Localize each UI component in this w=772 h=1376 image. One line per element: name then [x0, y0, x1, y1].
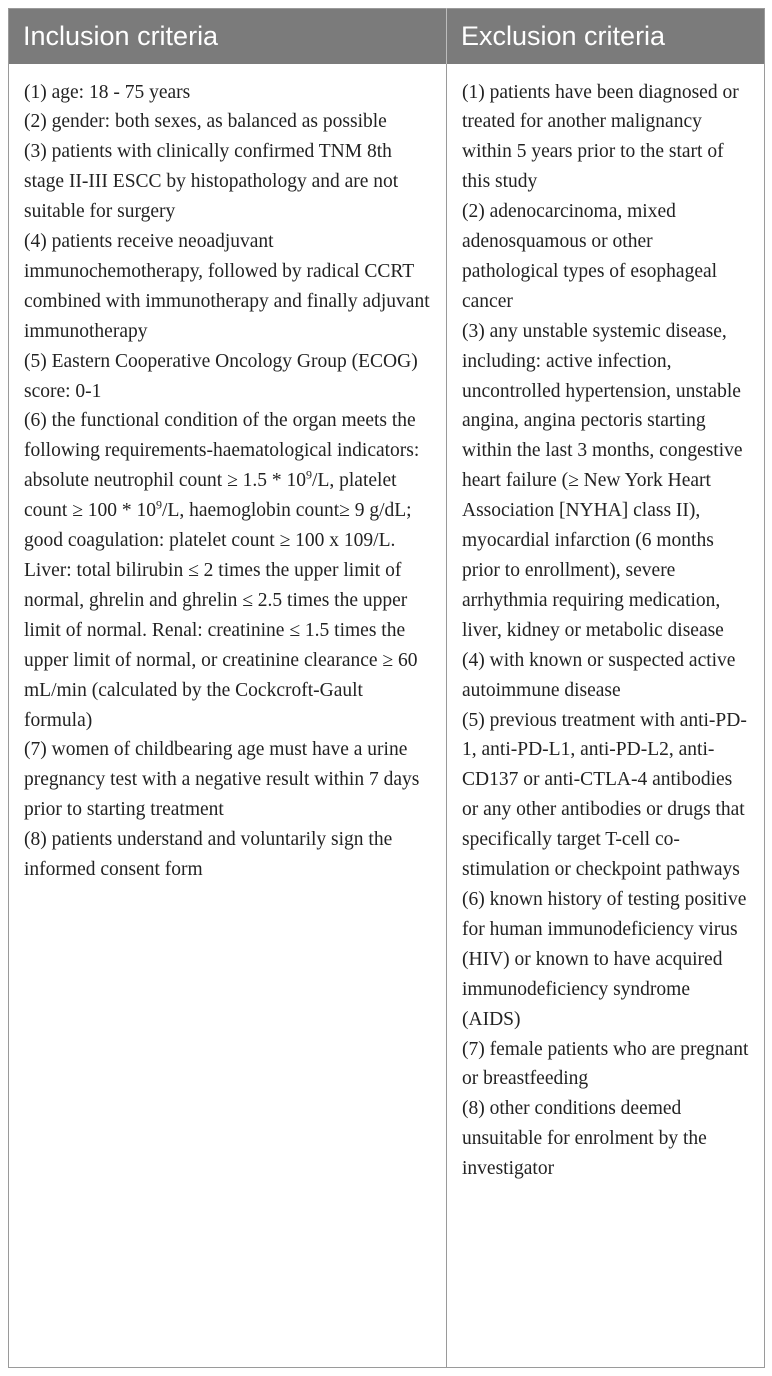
- inclusion-item-2: (2) gender: both sexes, as balanced as possible: [24, 111, 387, 133]
- inclusion-item-6-part-1: (6) the functional condition of the organ meets the following requirements-haematological indicators: absolute neutrophil count ≥ 1.5 * 10: [24, 410, 420, 492]
- inclusion-item-6: [24, 406, 432, 735]
- inclusion-item-4: (4) patients receive neoadjuvant immunochemotherapy, followed by radical CCRT combined with immunotherapy and finally adjuvant immunotherapy: [24, 231, 430, 342]
- superscript-exponent: 9: [306, 467, 313, 482]
- exclusion-item-8: (8) other conditions deemed unsuitable for enrolment by the investigator: [462, 1098, 707, 1180]
- header-row: [9, 9, 765, 64]
- inclusion-item-6-part-2: /L, platelet count ≥ 100 * 10: [24, 470, 397, 522]
- exclusion-item-1: (1) patients have been diagnosed or treated for another malignancy within 5 years prior to the start of this study: [462, 81, 739, 193]
- inclusion-item-5: (5) Eastern Cooperative Oncology Group (ECOG) score: 0-1: [24, 350, 418, 402]
- inclusion-item-7: (7) women of childbearing age must have a urine pregnancy test with a negative result within 7 days prior to starting treatment: [24, 739, 420, 821]
- exclusion-cell: [447, 64, 765, 1368]
- inclusion-cell: [9, 64, 447, 1368]
- criteria-table: [8, 8, 765, 1368]
- inclusion-item-1: (1) age: 18 - 75 years: [24, 81, 191, 103]
- exclusion-item-2: (2) adenocarcinoma, mixed adenosquamous or other pathological types of esophageal cancer: [462, 201, 718, 312]
- inclusion-header: Inclusion criteria: [9, 9, 447, 64]
- inclusion-item-8: (8) patients understand and voluntarily sign the informed consent form: [24, 829, 393, 881]
- exclusion-item-4: (4) with known or suspected active autoimmune disease: [462, 649, 736, 701]
- exclusion-item-6: (6) known history of testing positive for human immunodeficiency virus (HIV) or known to have acquired immunodeficiency syndrome (AIDS): [462, 888, 747, 1030]
- exclusion-header: Exclusion criteria: [447, 9, 765, 64]
- superscript-exponent: 9: [156, 497, 163, 512]
- exclusion-item-7: (7) female patients who are pregnant or breastfeeding: [462, 1038, 749, 1090]
- exclusion-item-5: (5) previous treatment with anti-PD-1, anti-PD-L1, anti-PD-L2, anti-CD137 or anti-CTLA-4 antibodies or any other antibodies or drugs that specifically target T-cell co-stimulation or checkpoint pathways: [462, 709, 747, 881]
- criteria-row: [9, 64, 765, 1368]
- inclusion-item-6-part-3: /L, haemoglobin count≥ 9 g/dL; good coagulation: platelet count ≥ 100 x 109/L. Liver: total bilirubin ≤ 2 times the upper limit of normal, ghrelin and ghrelin ≤ 2.5 times the upper limit of normal. Renal: creatinine ≤ 1.5 times the upper limit of normal, or creatinine clearance ≥ 60 mL/min (calculated by the Cockcroft-Gault formula): [24, 500, 418, 731]
- inclusion-item-3: (3) patients with clinically confirmed TNM 8th stage II-III ESCC by histopathology and are not suitable for surgery: [24, 141, 399, 223]
- exclusion-item-3: (3) any unstable systemic disease, including: active infection, uncontrolled hypertension, unstable angina, angina pectoris starting within the last 3 months, congestive heart failure (≥ New York Heart Association [NYHA] class II), myocardial infarction (6 months prior to enrollment), severe arrhythmia requiring medication, liver, kidney or metabolic disease: [462, 320, 743, 641]
